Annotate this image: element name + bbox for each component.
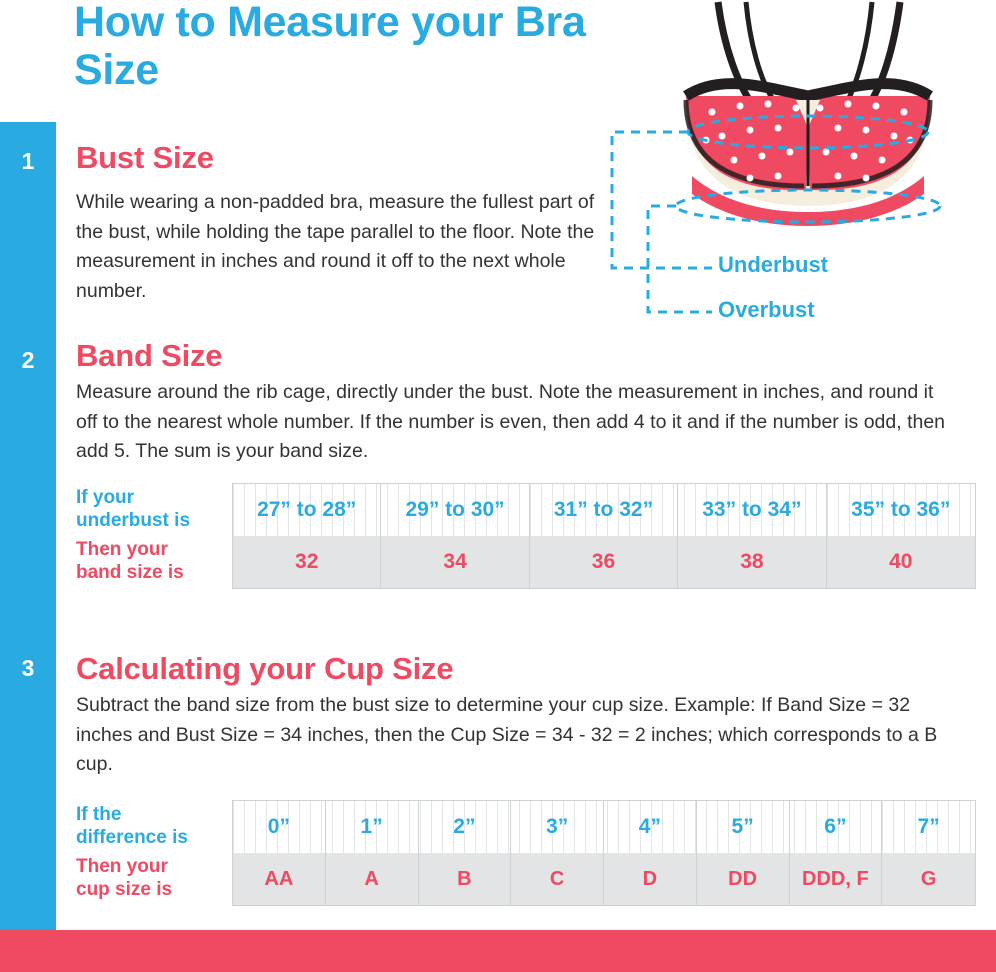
table-cell: 0”	[233, 801, 326, 853]
section-body-bust-size: While wearing a non-padded bra, measure the fullest part of the bust, while holding the tape parallel to the floor. Note the measurement in inches and round it off to the next whole number.	[76, 191, 595, 302]
section-title-cup-size: Calculating your Cup Size	[76, 651, 454, 686]
band-label-line4: band size is	[76, 562, 184, 583]
label-overbust: Overbust	[718, 297, 815, 322]
table-cell: 40	[889, 550, 913, 573]
cup-table-row-labels	[76, 800, 232, 906]
band-table-label-bandsize	[76, 535, 232, 587]
left-accent-bar	[0, 122, 56, 930]
table-cell: 3”	[511, 801, 604, 853]
table-cell: 6”	[790, 801, 883, 853]
band-table-value-row	[233, 536, 975, 588]
table-cell: D	[604, 853, 697, 905]
table-cell: 7”	[917, 815, 940, 838]
table-cell: DDD, F	[790, 853, 883, 905]
section-body-band-size: Measure around the rib cage, directly under the bust. Note the measurement in inches, and round it off to the nearest whole number. If the number is even, then add 4 to it and if the number is odd, then add 5. The sum is your band size.	[76, 381, 946, 463]
band-label-line1: If your	[76, 486, 135, 508]
cup-label-line2: difference is	[76, 827, 188, 848]
section-body-cup-size: Subtract the band size from the bust size to determine your cup size. Example: If Band Size = 32 inches and Bust Size = 34 inches, then the Cup Size = 34 - 32 = 2 inches; which corresponds to a B cup.	[76, 694, 938, 776]
cup-size-table	[76, 800, 976, 906]
cup-table-label-cupsize	[76, 852, 232, 904]
table-cell: AA	[233, 853, 326, 905]
table-cell: 27” to 28”	[233, 484, 381, 536]
band-label-line3: Then your	[76, 538, 168, 560]
table-cell: A	[326, 853, 419, 905]
cup-label-line4: cup size is	[76, 879, 173, 900]
table-cell: 38	[678, 536, 826, 588]
section-title-bust-size: Bust Size	[76, 140, 214, 175]
band-table-row-labels	[76, 483, 232, 589]
table-cell: B	[419, 853, 512, 905]
table-cell: 33” to 34”	[678, 484, 826, 536]
cup-table-value-row	[233, 853, 975, 905]
table-cell: G	[920, 867, 937, 890]
step-number-2: 2	[21, 347, 35, 373]
table-cell: 5”	[697, 801, 790, 853]
table-cell: C	[511, 853, 604, 905]
cup-table-label-difference	[76, 800, 232, 852]
band-table-label-underbust	[76, 483, 232, 535]
table-cell: 4”	[604, 801, 697, 853]
label-underbust: Underbust	[718, 252, 828, 277]
band-table-header-row	[233, 484, 975, 536]
table-cell: 36	[530, 536, 678, 588]
cup-label-line1: If the	[76, 803, 122, 825]
cup-label-line3: Then your	[76, 855, 168, 877]
bottom-accent-bar	[0, 930, 996, 972]
table-cell: 32	[233, 536, 381, 588]
band-label-line2: underbust is	[76, 510, 191, 531]
step-number-1: 1	[21, 148, 35, 174]
page-title: How to Measure your Bra Size	[74, 0, 586, 95]
table-cell: 2”	[419, 801, 512, 853]
bra-illustration	[600, 0, 996, 330]
section-title-band-size: Band Size	[76, 338, 223, 373]
table-cell: 35” to 36”	[851, 498, 951, 521]
step-number-3: 3	[21, 655, 35, 681]
table-cell: 34	[381, 536, 529, 588]
table-cell: 31” to 32”	[530, 484, 678, 536]
table-cell: DD	[697, 853, 790, 905]
table-cell: 1”	[326, 801, 419, 853]
table-cell: 29” to 30”	[381, 484, 529, 536]
cup-table-header-row	[233, 801, 975, 853]
band-size-table	[76, 483, 976, 589]
